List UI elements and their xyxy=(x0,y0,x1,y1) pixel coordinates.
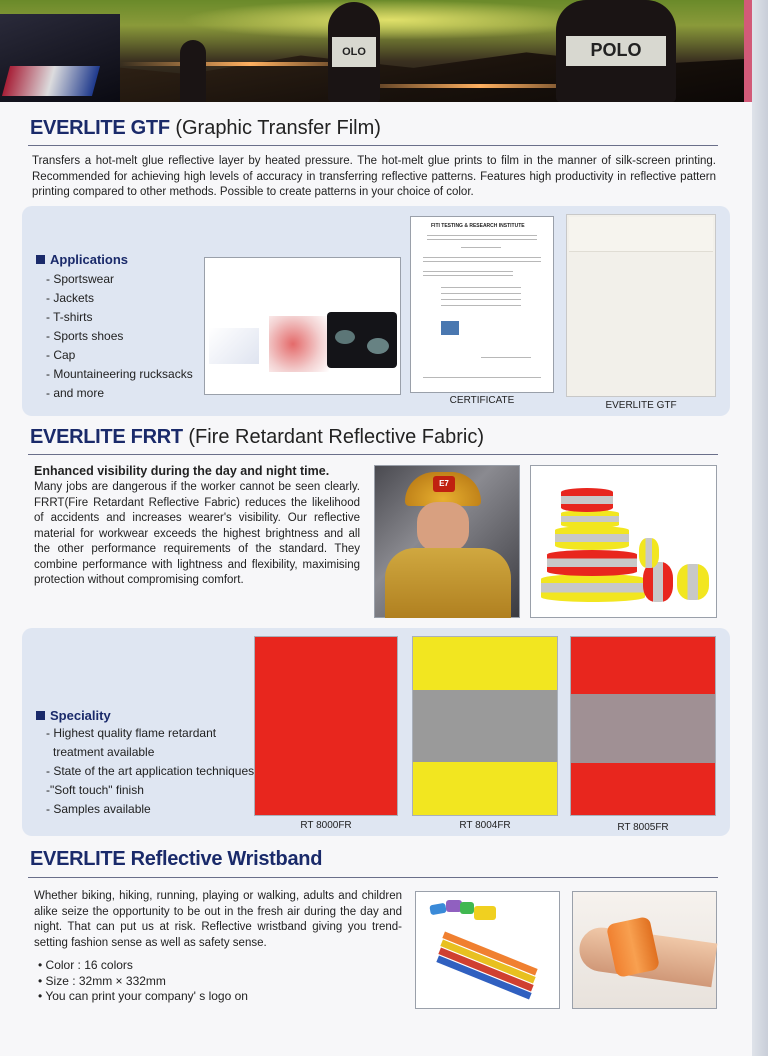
tape-roll xyxy=(555,526,629,550)
swatch-band xyxy=(413,637,557,690)
swatch-band xyxy=(255,637,397,815)
tape-roll xyxy=(561,488,613,512)
firefighter-helmet xyxy=(405,472,481,506)
page-edge-shadow xyxy=(752,0,768,1056)
wristband-heading-rule xyxy=(28,877,718,878)
certificate-document xyxy=(410,216,554,393)
sample-black-fabric xyxy=(327,312,397,368)
tape-roll xyxy=(639,538,659,568)
gtf-title: EVERLITE GTF xyxy=(30,117,170,139)
sample-print xyxy=(209,328,259,364)
bullet-square-icon xyxy=(36,255,45,264)
list-item: - Mountaineering rucksacks xyxy=(46,367,193,381)
banner-sky-glow xyxy=(180,0,600,40)
wristband-on-arm-photo xyxy=(572,891,717,1009)
list-item: - State of the art application techniques xyxy=(46,764,255,778)
runner-shirt-text: POLO xyxy=(566,36,667,67)
swatch-rt8000fr xyxy=(254,636,398,816)
runner-figure xyxy=(328,2,380,102)
frrt-heading xyxy=(30,426,484,449)
swatch-rt8004fr xyxy=(412,636,558,816)
list-item: • You can print your company' s logo on xyxy=(38,989,248,1003)
list-item: • Size : 32mm × 332mm xyxy=(38,973,166,988)
tape-roll xyxy=(643,562,673,602)
list-item: -"Soft touch" finish xyxy=(46,783,144,797)
swatch-rt8005fr xyxy=(570,636,716,816)
wristband-title: EVERLITE Reflective Wristband xyxy=(30,848,323,870)
gtf-samples-photo xyxy=(204,257,401,395)
certificate-caption: CERTIFICATE xyxy=(449,395,515,406)
list-item: • Color : 16 colors xyxy=(38,958,133,972)
certificate-sample-swatch xyxy=(441,321,459,335)
applications-list xyxy=(46,270,193,403)
firefighter-face xyxy=(417,502,469,552)
swatch-caption: RT 8005FR xyxy=(617,822,669,833)
banner-photo xyxy=(0,0,752,102)
frrt-description: Many jobs are dangerous if the worker cannot be seen clearly. FRRT(Fire Retardant Reflective Fabric) reduces the likelihood of accidents and increases wearer's visibility. Our reflective material for workwear exceeds the highest brightness and all the other performance requirements of the standard. They combine performance with lightness and flexibility, maximising protection without compromising comfort. xyxy=(34,481,360,586)
tape-roll xyxy=(561,510,619,528)
runner-figure xyxy=(556,0,676,102)
wristband-description: Whether biking, hiking, running, playing or walking, adults and children alike seize the opportunity to be out in the fresh air during the day and night. That can put us at risk. Reflective wristband giving you trend-setting fashion sense as well as safety sense. xyxy=(34,890,402,949)
tape-roll xyxy=(547,550,637,576)
applications-title: Applications xyxy=(36,252,128,267)
banner-edge-accent xyxy=(744,0,752,102)
cyclist-jersey xyxy=(2,66,100,96)
list-item: - and more xyxy=(46,386,105,400)
swatch-caption: RT 8004FR xyxy=(459,820,511,831)
list-item: - T-shirts xyxy=(46,310,93,324)
wristband-heading xyxy=(30,848,322,871)
gtf-product-caption: EVERLITE GTF xyxy=(605,400,677,411)
list-item: - Jackets xyxy=(46,291,95,305)
swatch-caption: RT 8000FR xyxy=(300,820,352,831)
firefighter-photo xyxy=(374,465,520,618)
speciality-list xyxy=(46,724,254,819)
frrt-lead: Enhanced visibility during the day and night time. xyxy=(34,464,330,478)
reflective-tape-rolls-photo xyxy=(530,465,717,618)
gtf-subtitle: (Graphic Transfer Film) xyxy=(175,117,381,139)
wristband-specs xyxy=(38,958,248,1005)
wristbands-photo xyxy=(415,891,560,1009)
list-item: - Samples available xyxy=(46,802,151,816)
helmet-badge: E7 xyxy=(433,476,455,492)
list-item: - Cap xyxy=(46,348,76,362)
certificate-header: FITI TESTING & RESEARCH INSTITUTE xyxy=(431,223,525,229)
frrt-subtitle: (Fire Retardant Reflective Fabric) xyxy=(188,426,484,448)
firefighter-coat xyxy=(385,548,511,618)
list-item: - Highest quality flame retardant xyxy=(46,726,217,740)
runner-figure xyxy=(180,40,206,102)
list-item: - Sportswear xyxy=(46,272,115,286)
gtf-description: Transfers a hot-melt glue reflective layer by heated pressure. The hot-melt glue prints to film in the manner of silk-screen printing. Recommended for achieving high levels of accuracy in transferring reflective patterns. Features high productivity in reflective pattern printing compared to other methods. Possible to create patterns in your choice of color. xyxy=(32,155,716,198)
frrt-heading-rule xyxy=(28,454,718,455)
tape-roll xyxy=(677,564,709,600)
swatch-band xyxy=(413,762,557,815)
gtf-product-photo xyxy=(566,214,716,397)
list-item: - Sports shoes xyxy=(46,329,124,343)
runner-shirt-text: OLO xyxy=(332,37,376,67)
swatch-band xyxy=(571,763,715,815)
tape-roll xyxy=(541,574,645,602)
gtf-heading xyxy=(30,117,381,140)
speciality-title: Speciality xyxy=(36,708,111,723)
swatch-band xyxy=(413,690,557,761)
swatch-band xyxy=(571,694,715,763)
sample-print xyxy=(269,316,329,372)
bullet-square-icon xyxy=(36,711,45,720)
gtf-heading-rule xyxy=(28,145,718,146)
swatch-band xyxy=(571,637,715,694)
cyclist-figure xyxy=(0,14,120,102)
list-item: treatment available xyxy=(53,745,155,759)
frrt-title: EVERLITE FRRT xyxy=(30,426,183,448)
